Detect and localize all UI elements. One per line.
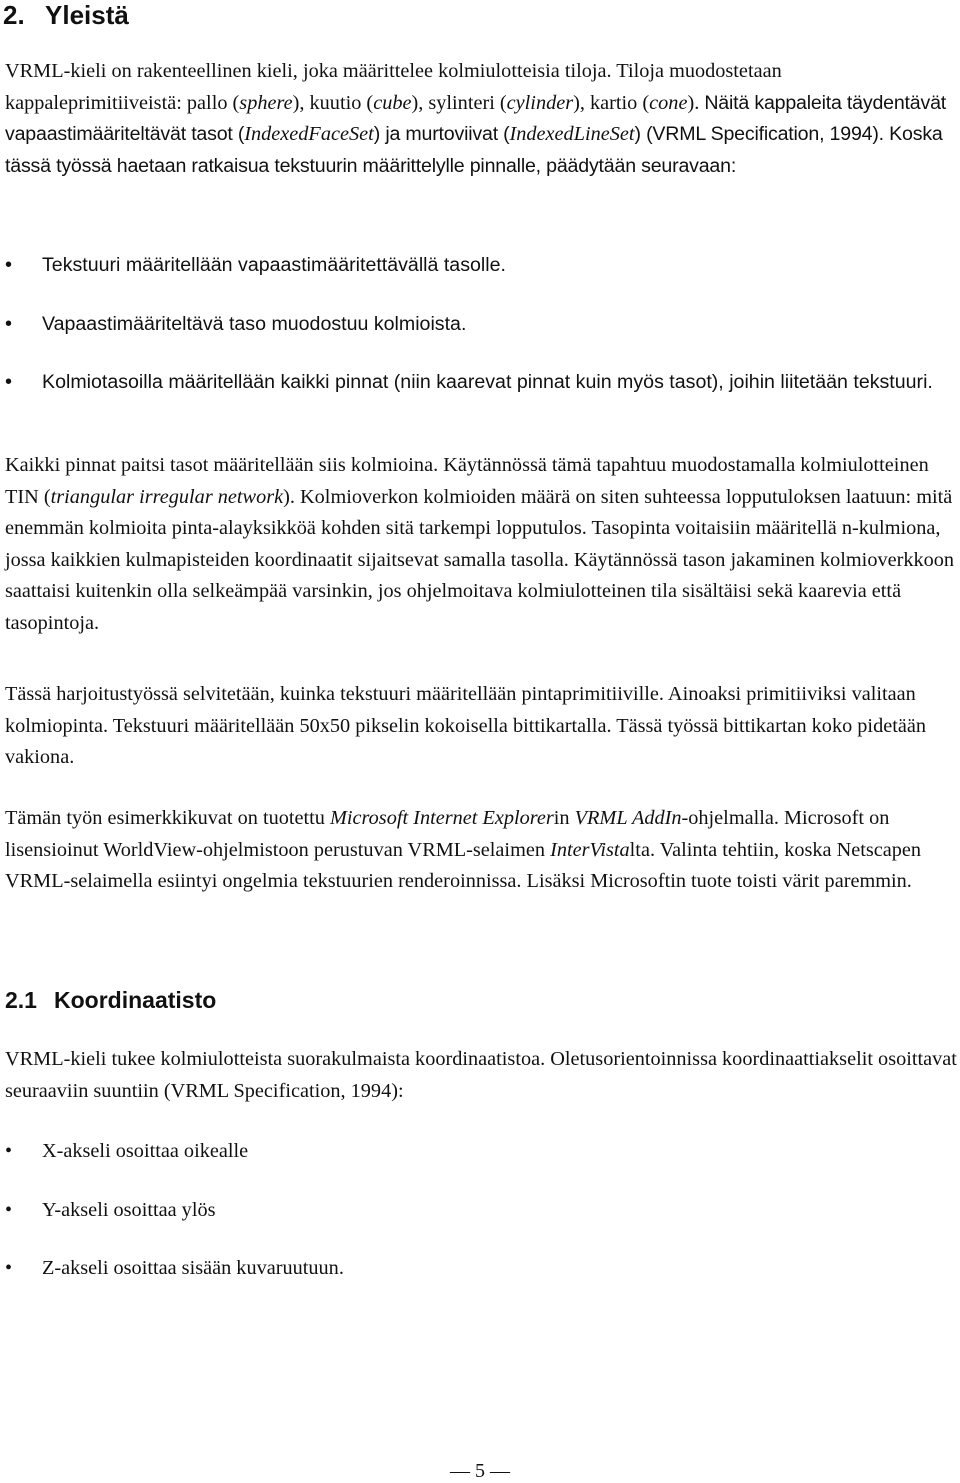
intro-text-4: ), kartio ( [573,91,650,114]
para4-text-1: Tämän työn esimerkkikuvat on tuotettu [5,807,330,829]
list-item: • X-akseli osoittaa oikealle [5,1136,957,1168]
paragraph-exercise: Tässä harjoitustyössä selvitetään, kuinka tekstuuri määritellään pintaprimitiiville. Ainoaksi primitiiviksi valitaan kolmiopinta. Tekstuuri määritellään 50x50 pikselin kokoisella bittikartalla. Tässä työssä bittikartan koko pidetään vakiona. [5,683,926,768]
paragraph-images [5,803,957,898]
para2-text-2: ). Kolmioverkon kolmioiden määrä on siten suhteessa lopputuloksen laatuun: mitä enemmän kolmioita pinta-alayksikköä kohden sitä tarkempi lopputulos. Tasopinta voitaisiin määritellä n-kulmiona, jossa kaikkien kulmapisteiden koordinaatit sijaitsevat samalla tasolla. Käytännössä tason jakaminen kolmioverkkoon saattaisi kuitenkin olla selkeämpää varsinkin, jos ohjelmoitava kolmiulotteinen tila sisältäisi sekä kaarevia että tasopintoja. [5,485,955,634]
para4-text-4: lta. Valinta tehtiin, koska Netscapen VRML-selaimella esiintyi ongelmia tekstuurien renderoinnissa. Lisäksi Microsoftin tuote toisti värit paremmin. [5,838,922,892]
list-item: • Z-akseli osoittaa sisään kuvaruutuun. [5,1253,957,1285]
list-item: • Vapaastimääriteltävä taso muodostuu kolmioista. [5,309,957,341]
intro-sans-2: ) ja murtoviivat ( [373,123,510,145]
bullet-list-2 [5,1136,957,1285]
para4-text-2: in [553,807,575,829]
term-cylinder: cylinder [506,91,574,114]
paragraph-coordinates: VRML-kieli tukee kolmiulotteista suorakulmaista koordinaatistoa. Oletusorientoinnissa koordinaattiakselit osoittavat seuraaviin suuntiin (VRML Specification, 1994): [5,1048,957,1102]
list-item: • Tekstuuri määritellään vapaastimääritettävällä tasolle. [5,250,957,282]
term-intervista: InterVista [550,838,630,861]
section-heading [3,0,129,30]
list-item: • Y-akseli osoittaa ylös [5,1195,957,1227]
para4-text-3: -ohjelmalla. Microsoft on lisensioinut WorldView-ohjelmistoon perustuvan VRML-selaimen [5,807,890,861]
term-sphere: sphere [239,91,293,114]
subsection-number: 2.1 [5,987,37,1013]
term-cone: cone [649,91,688,114]
term-tin: triangular irregular network [50,485,284,508]
section-number: 2. [3,0,25,30]
page-number: — 5 — [450,1460,510,1482]
intro-sans-1: Näitä kappaleita täydentävät vapaastimääriteltävät tasot ( [5,91,947,145]
term-indexedlineset: IndexedLineSet [509,123,635,145]
subsection-title: Koordinaatisto [54,987,217,1013]
intro-text-1: VRML-kieli on rakenteellinen kieli, joka määrittelee kolmiulotteisia tiloja. Tiloja muodostetaan kappaleprimitiiveistä: pallo ( [5,60,782,114]
paragraph-tin [5,450,957,639]
term-msie: Microsoft Internet Explorer [330,807,554,829]
term-indexedfaceset: IndexedFaceSet [244,123,374,145]
list-item: • Kolmiotasoilla määritellään kaikki pinnat (niin kaarevat pinnat kuin myös tasot), joihin liitetään tekstuuri. [5,367,957,399]
term-cube: cube [373,91,412,114]
section-title: Yleistä [45,0,129,30]
intro-text-3: ), sylinteri ( [411,91,507,114]
intro-sans-3: ) (VRML Specification, 1994). Koska tässä työssä haetaan ratkaisua tekstuurin määrittelylle pinnalle, päädytään seuravaan: [5,123,943,177]
para2-text-1: Kaikki pinnat paitsi tasot määritellään siis kolmioina. Käytännössä tämä tapahtuu muodostamalla kolmiulotteinen TIN ( [5,454,929,508]
bullet-list-1 [5,250,957,399]
subsection-heading [5,985,216,1015]
intro-text-5: ). [687,91,705,114]
term-vrml-addin: VRML AddIn [574,807,682,829]
intro-paragraph [5,56,957,182]
intro-text-2: ), kuutio ( [292,91,374,114]
